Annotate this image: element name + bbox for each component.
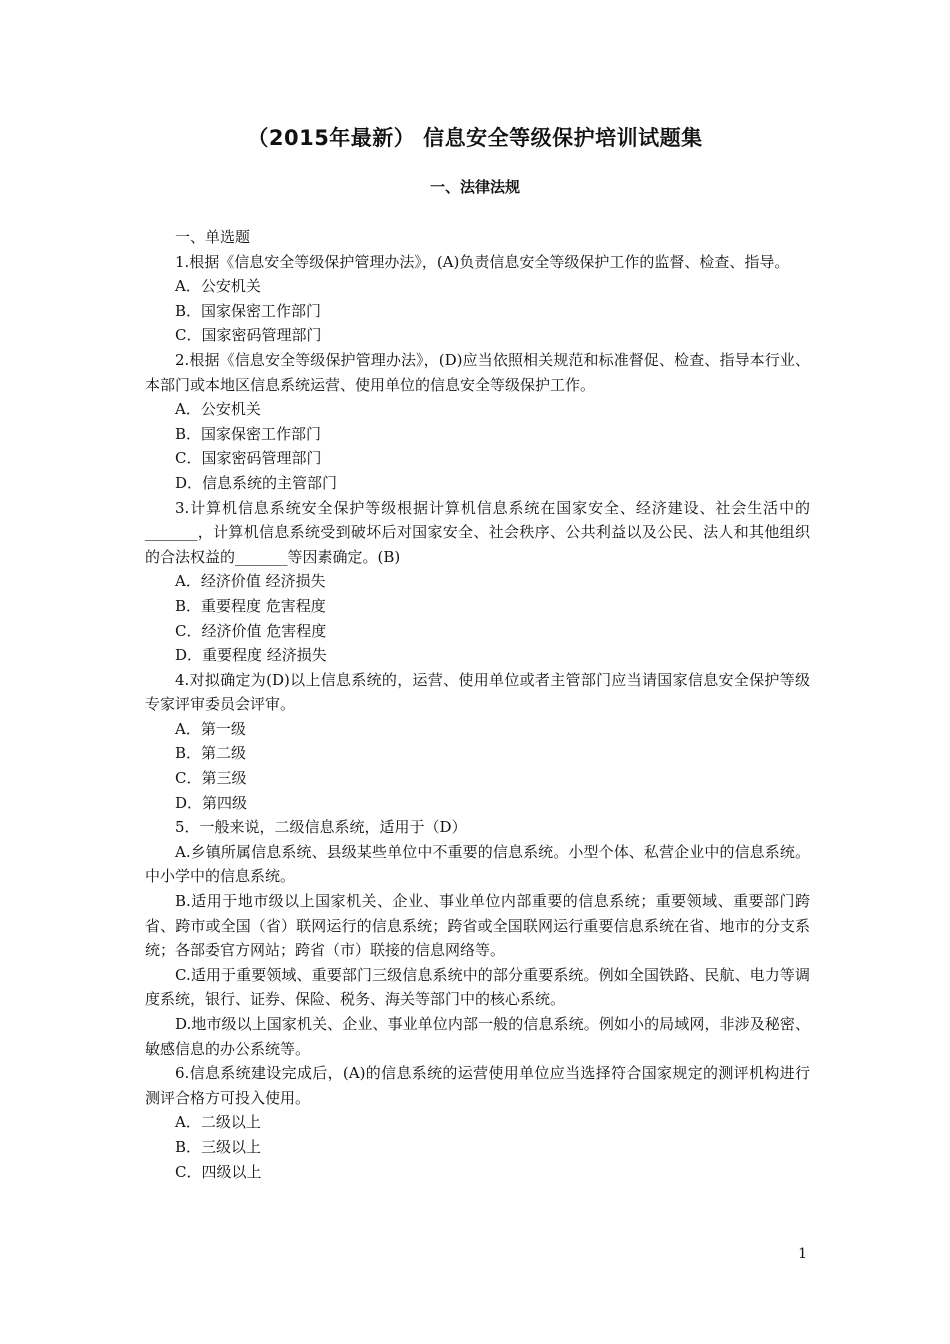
- option: B．三级以上: [175, 1137, 262, 1156]
- question: 1.根据《信息安全等级保护管理办法》，(A)负责信息安全等级保护工作的监督、检查、指导。: [175, 252, 790, 271]
- option: B．重要程度 危害程度: [175, 596, 326, 615]
- paragraph: 一、单选题: [175, 228, 251, 246]
- option: A.乡镇所属信息系统、县级某些单位中不重要的信息系统。小型个体、私营企业中的信息系统。中小学中的信息系统。: [145, 842, 810, 886]
- option: D.地市级以上国家机关、企业、事业单位内部一般的信息系统。例如小的局域网，非涉及秘密、敏感信息的办公系统等。: [145, 1015, 810, 1058]
- document-title: （2015年最新） 信息安全等级保护培训试题集: [247, 126, 703, 150]
- option: D．第四级: [175, 793, 248, 812]
- question: 2.根据《信息安全等级保护管理办法》，(D)应当依照相关规范和标准督促、检查、指导本行业、本部门或本地区信息系统运营、使用单位的信息安全等级保护工作。: [145, 350, 810, 394]
- option: A．经济价值 经济损失: [175, 572, 326, 591]
- option: B．国家保密工作部门: [175, 424, 322, 443]
- option: A．公安机关: [175, 400, 261, 419]
- page-number: 1: [798, 1246, 807, 1262]
- section-heading: 一、法律法规: [429, 178, 520, 196]
- option: C．国家密码管理部门: [175, 449, 322, 468]
- option: C．第三级: [175, 769, 247, 788]
- option: A．二级以上: [175, 1113, 261, 1132]
- option: C．经济价值 危害程度: [175, 621, 327, 640]
- option: C．国家密码管理部门: [175, 326, 322, 345]
- document-body: [145, 225, 810, 1184]
- option: C．四级以上: [175, 1162, 262, 1181]
- option: B.适用于地市级以上国家机关、企业、事业单位内部重要的信息系统；重要领域、重要部门跨省、跨市或全国（省）联网运行的信息系统；跨省或全国联网运行重要信息系统在省、地市的分支系统；各部委官方网站；跨省（市）联接的信息网络等。: [145, 892, 810, 960]
- option: C.适用于重要领域、重要部门三级信息系统中的部分重要系统。例如全国铁路、民航、电力等调度系统，银行、证券、保险、税务、海关等部门中的核心系统。: [145, 965, 810, 1009]
- question: 4.对拟确定为(D)以上信息系统的，运营、使用单位或者主管部门应当请国家信息安全保护等级专家评审委员会评审。: [145, 670, 810, 714]
- option: D．信息系统的主管部门: [175, 473, 338, 492]
- option: B．国家保密工作部门: [175, 301, 322, 320]
- question: 3.计算机信息系统安全保护等级根据计算机信息系统在国家安全、经济建设、社会生活中的_______，计算机信息系统受到破坏后对国家安全、社会秩序、公共利益以及公民、法人和其他组织的合法权益的_______等因素确定。(B): [145, 498, 810, 566]
- question: 6.信息系统建设完成后，(A)的信息系统的运营使用单位应当选择符合国家规定的测评机构进行测评合格方可投入使用。: [145, 1064, 810, 1107]
- option: A．第一级: [175, 719, 246, 738]
- question: 5．一般来说，二级信息系统，适用于（D）: [175, 818, 467, 837]
- option: B．第二级: [175, 744, 247, 763]
- option: D．重要程度 经济损失: [175, 646, 327, 665]
- option: A．公安机关: [175, 277, 261, 296]
